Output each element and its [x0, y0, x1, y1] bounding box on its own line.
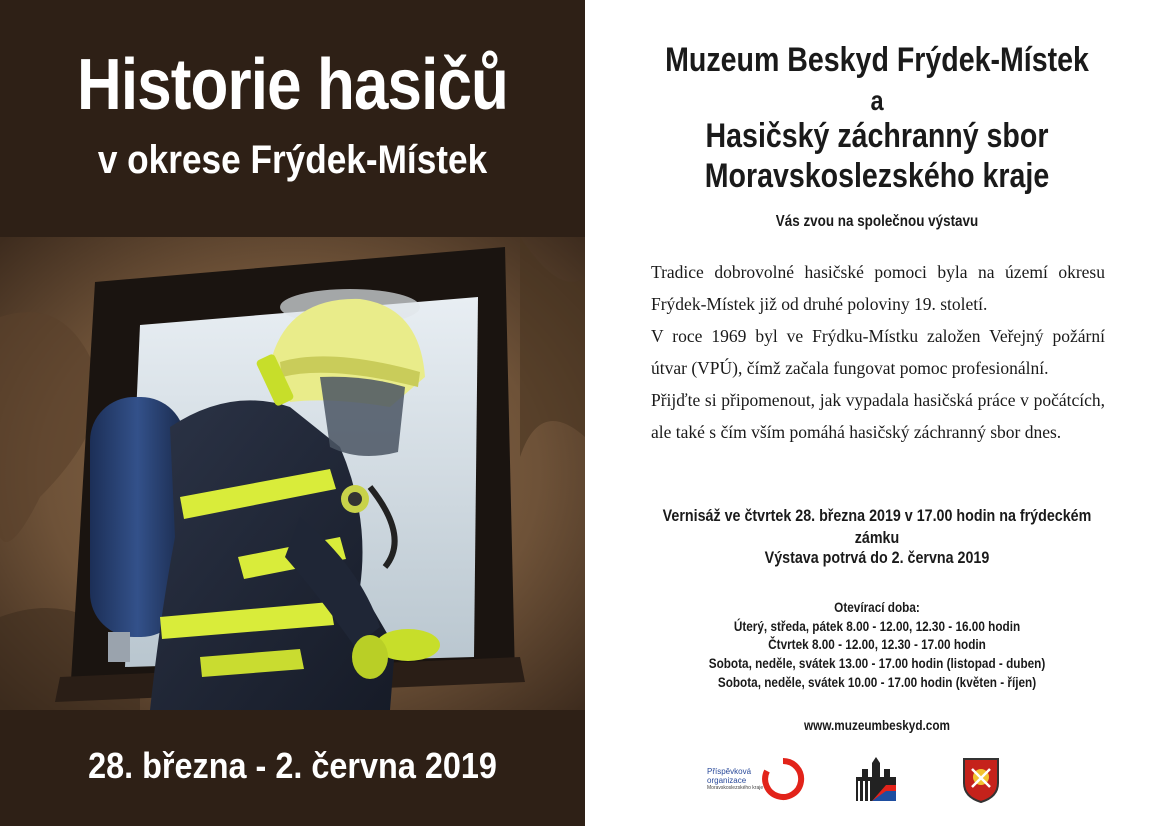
conjunction: a	[870, 85, 884, 116]
website-link[interactable]: www.muzeumbeskyd.com	[804, 717, 950, 733]
description-paragraph: Tradice dobrovolné hasičské pomoci byla na území okresu Frýdek-Místek již od druhé poloviny 19. století.	[651, 262, 1105, 314]
opening-hours	[644, 598, 1109, 692]
organizer-museum: Muzeum Beskyd Frýdek-Místek	[665, 41, 1089, 79]
poster-title: Historie hasičů	[76, 45, 508, 125]
description	[651, 256, 1105, 448]
exhibition-duration: Výstava potrvá do 2. června 2019	[764, 548, 990, 567]
invitation-line: Vás zvou na společnou výstavu	[775, 213, 979, 230]
right-panel	[600, 0, 1169, 826]
logo-strip	[600, 755, 1169, 805]
msk-ring-icon	[761, 757, 805, 801]
opening-hours-line: Čtvrtek 8.00 - 12.00, 12.30 - 17.00 hodin	[768, 636, 986, 653]
fire-brigade-emblem	[962, 757, 1000, 803]
opening-hours-line: Úterý, středa, pátek 8.00 - 12.00, 12.30 - 16.00 hodin	[733, 617, 1021, 634]
opening-hours-line: Sobota, neděle, svátek 13.00 - 17.00 hodin (listopad - duben)	[708, 655, 1046, 672]
opening-hours-line: Sobota, neděle, svátek 10.00 - 17.00 hodin (květen - říjen)	[717, 673, 1037, 690]
msk-logo-line2: Moravskoslezského kraje	[707, 785, 764, 791]
museum-castle-logo	[852, 755, 900, 805]
vernissage-info: Vernisáž ve čtvrtek 28. března 2019 v 17.00 hodin na frýdeckém zámku	[662, 506, 1092, 547]
description-paragraph: V roce 1969 byl ve Frýdku-Místku založen Veřejný požární útvar (VPÚ), čímž začala fungovat pomoc profesionální.	[651, 326, 1105, 378]
msk-region-logo	[707, 757, 803, 801]
organizer-firebrigade-line1: Hasičský záchranný sbor	[705, 117, 1049, 155]
organizer-firebrigade-line2: Moravskoslezského kraje	[704, 157, 1050, 195]
firefighter-photo	[0, 237, 585, 710]
opening-hours-heading: Otevírací doba:	[834, 599, 920, 615]
poster-subtitle: v okrese Frýdek-Místek	[97, 138, 488, 182]
description-paragraph: Přijďte si připomenout, jak vypadala hasičská práce v počátcích, ale také s čím vším pomáhá hasičský záchranný sbor dnes.	[651, 390, 1105, 442]
exhibition-dates: 28. března - 2. června 2019	[88, 745, 497, 786]
msk-logo-line1: Příspěvková organizace	[707, 767, 752, 785]
